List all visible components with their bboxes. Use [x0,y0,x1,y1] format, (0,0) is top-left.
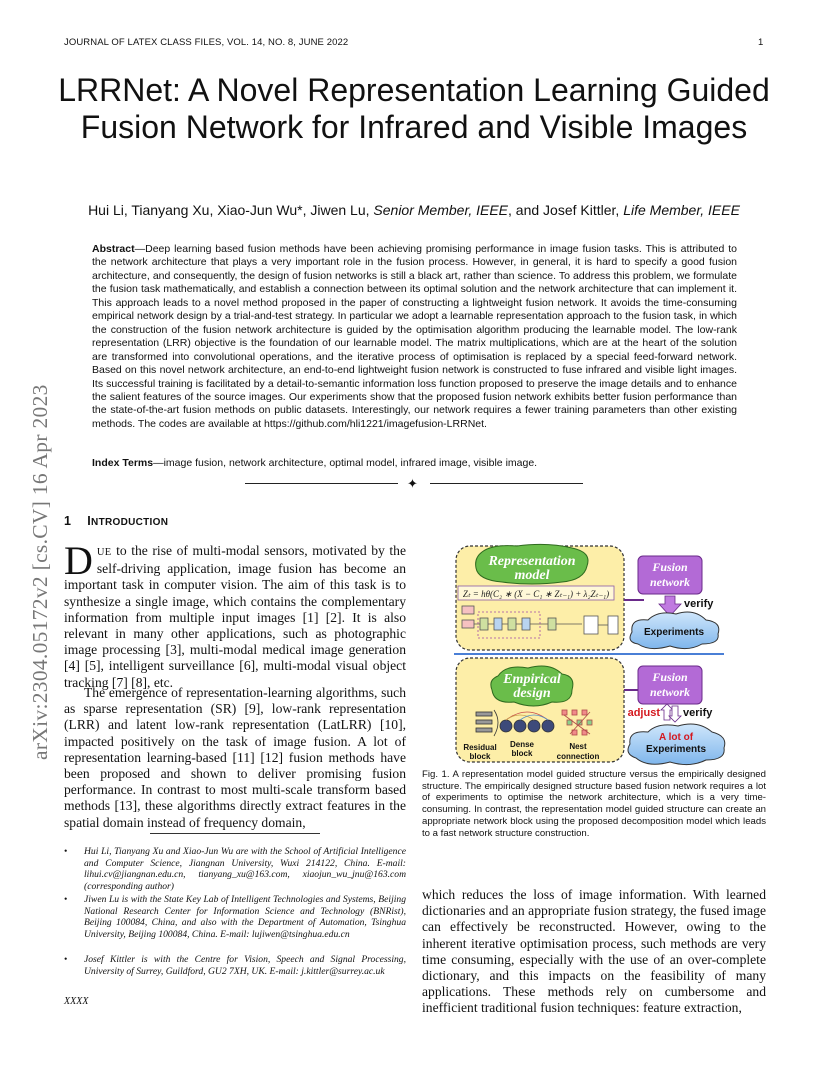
figure-caption [422,769,766,839]
bullet-icon: • [64,894,68,905]
abstract-label: Abstract [92,243,135,255]
abstract [92,243,737,431]
drop-cap: D [64,538,93,583]
fusion-label-top-2: network [649,575,691,589]
figure-caption-label: Fig. 1. [422,769,450,780]
fusion-label-top-1: Fusion [652,560,688,574]
figure-1-diagram [422,540,766,766]
lot-of-experiments-label-1: A lot of [658,732,694,743]
footnote-text: Josef Kittler is with the Centre for Vision, Speech and Signal Processing, University of Surrey, Guildford, GU2 7XH, UK. E-mail: j.kittler@surrey.ac.uk [84,954,406,977]
author-role-lu: Senior Member, IEEE [373,202,509,218]
page-number: 1 [758,37,764,48]
bullet-icon: • [64,954,68,965]
adjust-label: adjust [627,707,660,719]
running-header: JOURNAL OF LATEX CLASS FILES, VOL. 14, NO. 8, JUNE 2022 [64,37,349,48]
bullet-icon: • [64,846,68,857]
rep-model-title-line1: Representation [488,554,576,569]
nest-connection-label-2: connection [556,752,600,761]
abstract-text: —Deep learning based fusion methods have been achieving promising performance in image fusion tasks. This is attributed to the network architecture that plays a very important role in the fusion process. However, in general, it is hard to specify a good fusion architecture, and consequently, the design of fusion networks is still a black art, rather than science. To address this problem, we formulate the fusion task mathematically, and establish a connection between its optimal solution and the network architecture that can implement it. This approach leads to a novel method proposed in the paper of constructing a lightweight fusion network. It avoids the time-consuming empirical network design by a trial-and-test strategy. In particular we adopt a learnable representation approach to the fusion task, in which the construction of the fusion network architecture is guided by the optimisation algorithm producing the learnable model. The low-rank representation (LRR) objective is the foundation of our learnable model. The matrix multiplications, which are at the heart of the solution are transformed into convolutional operations, and the iterative process of optimisation is replaced by a special feed-forward network. Based on this novel network architecture, an end-to-end lightweight fusion network is constructed to fuse infrared and visible light images. Its successful training is facilitated by a detail-to-semantic information loss function proposed to preserve the image details and to enhance the salient features of the source images. Our experiments show that the proposed fusion network exhibits better fusion performance than the state-of-the-art fusion methods on public datasets. Interestingly, our network requires a fewer training parameters than other existing methods. The codes are available at https://github.com/hli1221/imagefusion-LRRNet. [92,243,737,430]
author-list [40,202,788,218]
rep-model-title-line2: model [514,568,550,583]
dense-block-label-1: Dense [509,740,535,749]
fusion-label-bottom-2: network [649,685,691,699]
separator-rule-right [430,483,583,484]
verify-label-top: verify [684,598,714,610]
nest-connection-label-1: Nest [569,742,587,751]
intro-paragraph-1-text: to the rise of multi-modal sensors, motivated by the self-driving application, image fusion has become an important task in computer vision. The aim of this task is to synthesize a single image, which contains the complementary information from multiple input images [1] [2]. It is also relevant in many other applications, such as photographic image processing [3], multi-modal medical image generation [4] [5], intelligent surveillance [6], multi-modal visual object tracking [7] [8], etc. [64,543,406,690]
residual-block-label-2: block [469,752,491,761]
empirical-title-line2: design [513,686,551,701]
lot-of-experiments-label-2: Experiments [645,744,707,755]
dense-block-label-2: block [511,749,533,758]
section-title-initial: I [87,514,92,528]
paper-title: LRRNet: A Novel Representation Learning Guided Fusion Network for Infrared and Visible Images [58,72,770,145]
intro-paragraph-3: which reduces the loss of image information. With learned dictionaries and an appropriate fusion strategy, the fused image can effectively be reconstructed. However, owing to the inherent iterative optimisation process, such methods are very time consuming, especially with the use of an over-complete dictionary, and this impacts on the feasibility of many applications. These methods rely on cumbersome and inefficient traditional fusion techniques: feature extraction, [422,887,766,1016]
intro-paragraph-1 [64,538,406,691]
arxiv-identifier-stamp: arXiv:2304.05172v2 [cs.CV] 16 Apr 2023 [28,384,52,760]
update-formula: Zₜ = hθ(C₂ ∗ (X − C₁ ∗ Zₜ₋₁) + λ₂Zₜ₋₁) [462,589,610,599]
separator-diamond-icon: ✦ [407,476,418,491]
experiments-label: Experiments [643,627,705,638]
drop-cap-continuation: UE [96,547,112,558]
footnote-affiliation-2 [64,894,406,941]
author-names: Hui Li, Tianyang Xu, Xiao-Jun Wu*, Jiwen Lu, [88,202,374,218]
residual-block-label-1: Residual [463,743,497,752]
section-title-rest: NTRODUCTION [91,517,169,528]
index-terms [92,457,737,470]
footnote-text: Hui Li, Tianyang Xu and Xiao-Jun Wu are with the School of Artificial Intelligence and Computer Science, Jiangnan University, Wuxi 214122, China. E-mail: lihui.cv@jiangnan.edu.cn, tianyang_xu@163.com, xiaojun_wu_jnu@163.com (corresponding author) [84,846,406,893]
intro-paragraph-2: The emergence of representation-learning algorithms, such as sparse representation (SR) [9], low-rank representation (LRR) and latent low-rank representation (LatLRR) [10], impacted positively on the task of image fusion. A lot of representation learning-based [11] [12] fusion methods have been proposed and shown to deliver promising fusion performance. In contrast to most multi-scale transform based methods [13], these algorithms directly extract features in the spatial domain instead of frequency domain, [64,685,406,830]
section-number: 1 [64,514,72,528]
fusion-label-bottom-1: Fusion [652,670,688,684]
author-role-kittler: Life Member, IEEE [623,202,740,218]
footnote-text: Jiwen Lu is with the State Key Lab of Intelligent Technologies and Systems, Beijing National Research Center for Information Science and Technology (BNRist), Beijing 100084, China, and also with the Department of Automation, Tsinghua University, Beijing 100084, China. E-mail: lujiwen@tsinghua.edu.cn [84,894,406,941]
index-terms-label: Index Terms [92,457,154,469]
separator-rule-left [245,483,398,484]
footer-code: XXXX [64,996,89,1007]
author-names-kittler: , and Josef Kittler, [508,202,624,218]
footnote-affiliation-3 [64,954,406,977]
figure-caption-text: A representation model guided structure versus the empirically designed structure. The empirically designed structure based fusion network requires a lot of experiments to optimise the network architecture, which is a very time-consuming. In contrast, the representation model guided structure can create an appropriate network block using the proposed decomposition model which leads to a fast network structure construction. [422,769,766,839]
index-terms-text: —image fusion, network architecture, optimal model, infrared image, visible image. [153,457,538,469]
empirical-title-line1: Empirical [503,672,561,687]
footnote-affiliation-1 [64,846,406,893]
footnote-rule [150,833,320,834]
verify-label-bottom: verify [683,707,713,719]
section-heading [64,514,168,528]
